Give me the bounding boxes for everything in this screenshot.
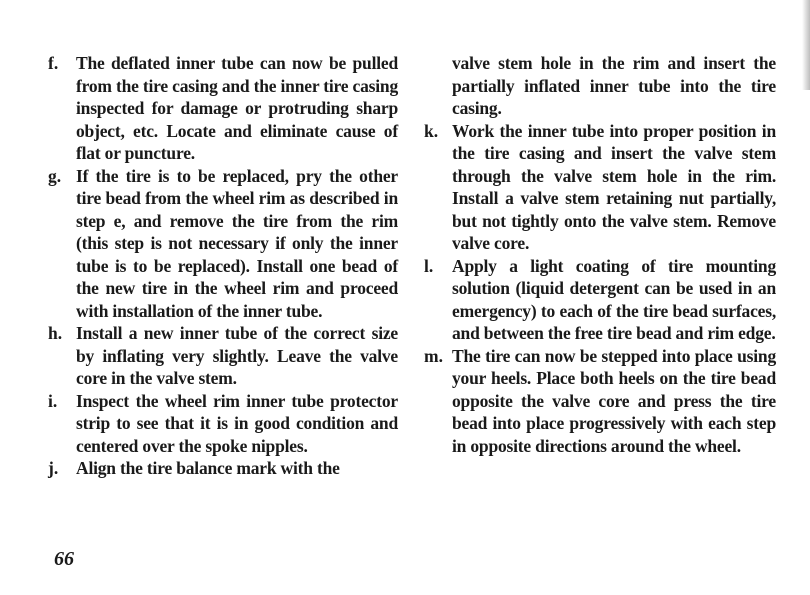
step-h	[48, 322, 398, 390]
step-l	[424, 255, 776, 345]
step-marker: m.	[424, 345, 443, 366]
step-g	[48, 165, 398, 323]
step-i	[48, 390, 398, 458]
step-text: Install a new inner tube of the correct size by inflating very slightly. Leave the valve core in the valve stem.	[76, 323, 398, 388]
step-marker: j.	[48, 458, 59, 478]
page-edge-shadow	[802, 0, 810, 90]
step-f	[48, 52, 398, 165]
step-marker: g.	[48, 165, 62, 186]
left-column	[48, 52, 398, 480]
step-k	[424, 120, 776, 255]
page-number: 66	[54, 548, 74, 570]
step-j-continuation: valve stem hole in the rim and insert the partially inflated inner tube into the tire casing.	[452, 53, 776, 118]
step-text: Align the tire balance mark with the	[76, 458, 340, 478]
step-marker: i.	[48, 390, 58, 411]
step-marker: l.	[424, 255, 434, 276]
step-text: Inspect the wheel rim inner tube protector strip to see that it is in good condition and centered over the spoke nipples.	[76, 390, 398, 456]
step-marker: f.	[48, 53, 59, 73]
step-text: The tire can now be stepped into place using your heels. Place both heels on the tire bead opposite the valve core and press the tire bead into place progressively with each step in opposite directions around the wheel.	[452, 345, 776, 456]
right-column	[424, 52, 776, 457]
step-marker: h.	[48, 323, 63, 343]
step-j	[48, 457, 398, 480]
step-text: If the tire is to be replaced, pry the other tire bead from the wheel rim as described in step e, and remove the tire from the rim (this step is not necessary if only the inner tube is to be replaced). Install one bead of the new tire in the wheel rim and proceed with installation of the inner tube.	[76, 165, 398, 321]
step-m	[424, 345, 776, 458]
step-text: Work the inner tube into proper position in the tire casing and insert the valve stem through the valve stem hole in the rim. Install a valve stem retaining nut partially, but not tightly onto the valve stem. Remove valve core.	[452, 120, 776, 253]
step-text: Apply a light coating of tire mounting solution (liquid detergent can be used in an emergency) to each of the tire bead surfaces, and between the free tire bead and rim edge.	[452, 255, 776, 343]
step-text: The deflated inner tube can now be pulled from the tire casing and the inner tire casing inspected for damage or protruding sharp object, etc. Locate and eliminate cause of flat or puncture.	[76, 53, 398, 163]
step-marker: k.	[424, 120, 439, 141]
